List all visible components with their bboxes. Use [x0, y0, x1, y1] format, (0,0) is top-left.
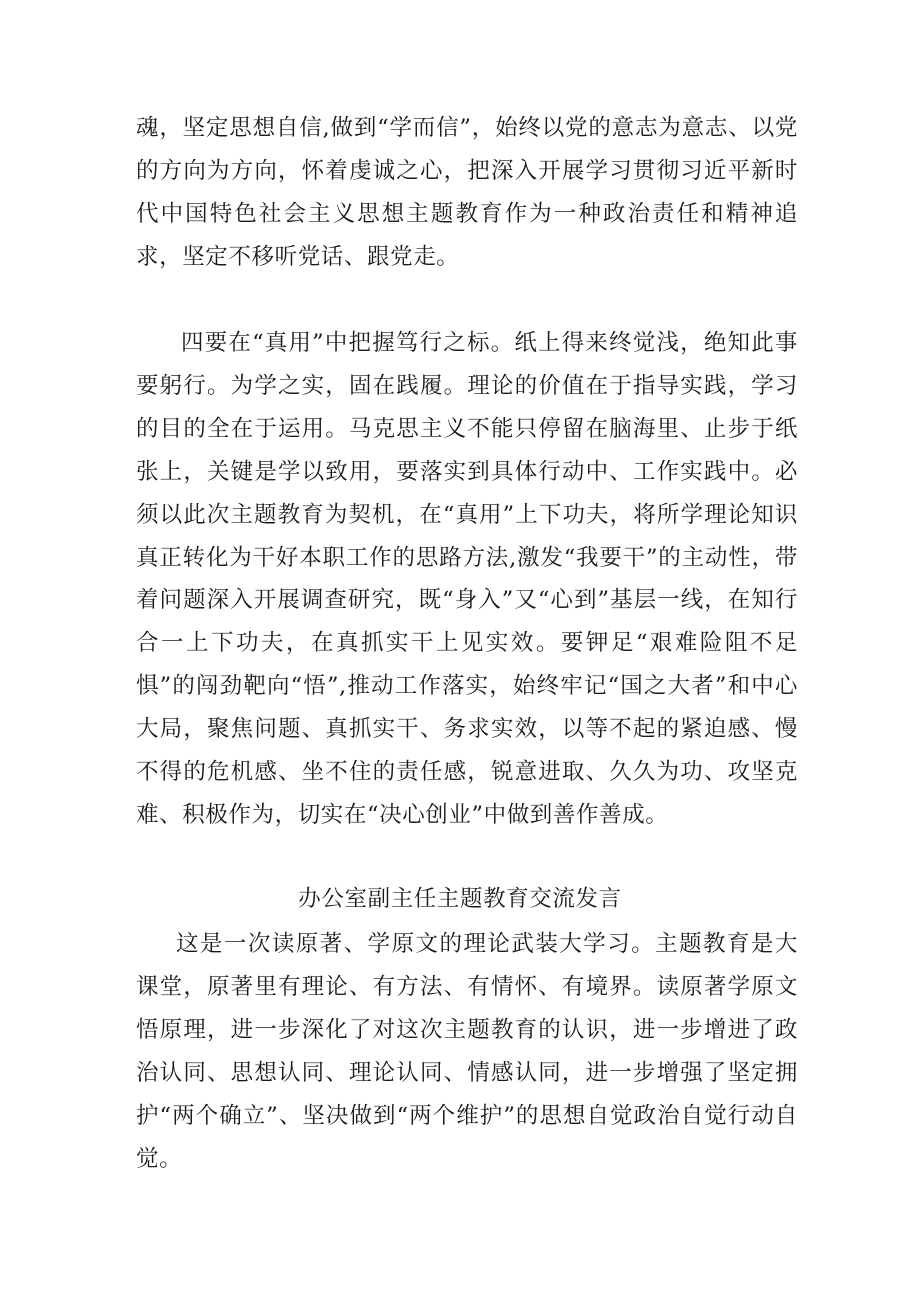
paragraph-four-zhenyong: 四要在“真用”中把握笃行之标。纸上得来终觉浅，绝知此事要躬行。为学之实，固在践履。理论的价值在于指导实践，学习的目的全在于运用。马克思主义不能只停留在脑海里、止步于纸张上，关键是学以致用，要落实到具体行动中、工作实践中。必须以此次主题教育为契机，在“真用”上下功夫，将所学理论知识真正转化为干好本职工作的思路方法,激发“我要干”的主动性，带着问题深入开展调查研究，既“身入”又“心到”基层一线，在知行合一上下功夫，在真抓实干上见实效。要钾足“艰难险阻不足惧”的闯劲靶向“悟”,推动工作落实，始终牢记“国之大者”和中心大局，聚焦问题、真抓实干、务求实效，以等不起的紧迫感、慢不得的危机感、坐不住的责任感，锐意进取、久久为功、攻坚克难、积极作为，切实在“决心创业”中做到善作善成。: [136, 330, 798, 828]
paragraph-continuation: 魂，坚定思想自信,做到“学而信”，始终以党的意志为意志、以党的方向为方向，怀着虔诚之心，把深入开展学习贯彻习近平新时代中国特色社会主义思想主题教育作为一种政治责任和精神追求，坚定不移听党话、跟党走。: [136, 115, 798, 270]
section-title: 办公室副主任主题教育交流发言: [298, 886, 622, 912]
paragraph-reading-originals: 这是一次读原著、学原文的理论武装大学习。主题教育是大课堂，原著里有理论、有方法、有情怀、有境界。读原著学原文悟原理，进一步深化了对这次主题教育的认识，进一步增进了政治认同、思想认同、理论认同、情感认同，进一步增强了坚定拥护“两个确立”、坚决做到“两个维护”的思想自觉政治自觉行动自觉。: [136, 931, 798, 1172]
